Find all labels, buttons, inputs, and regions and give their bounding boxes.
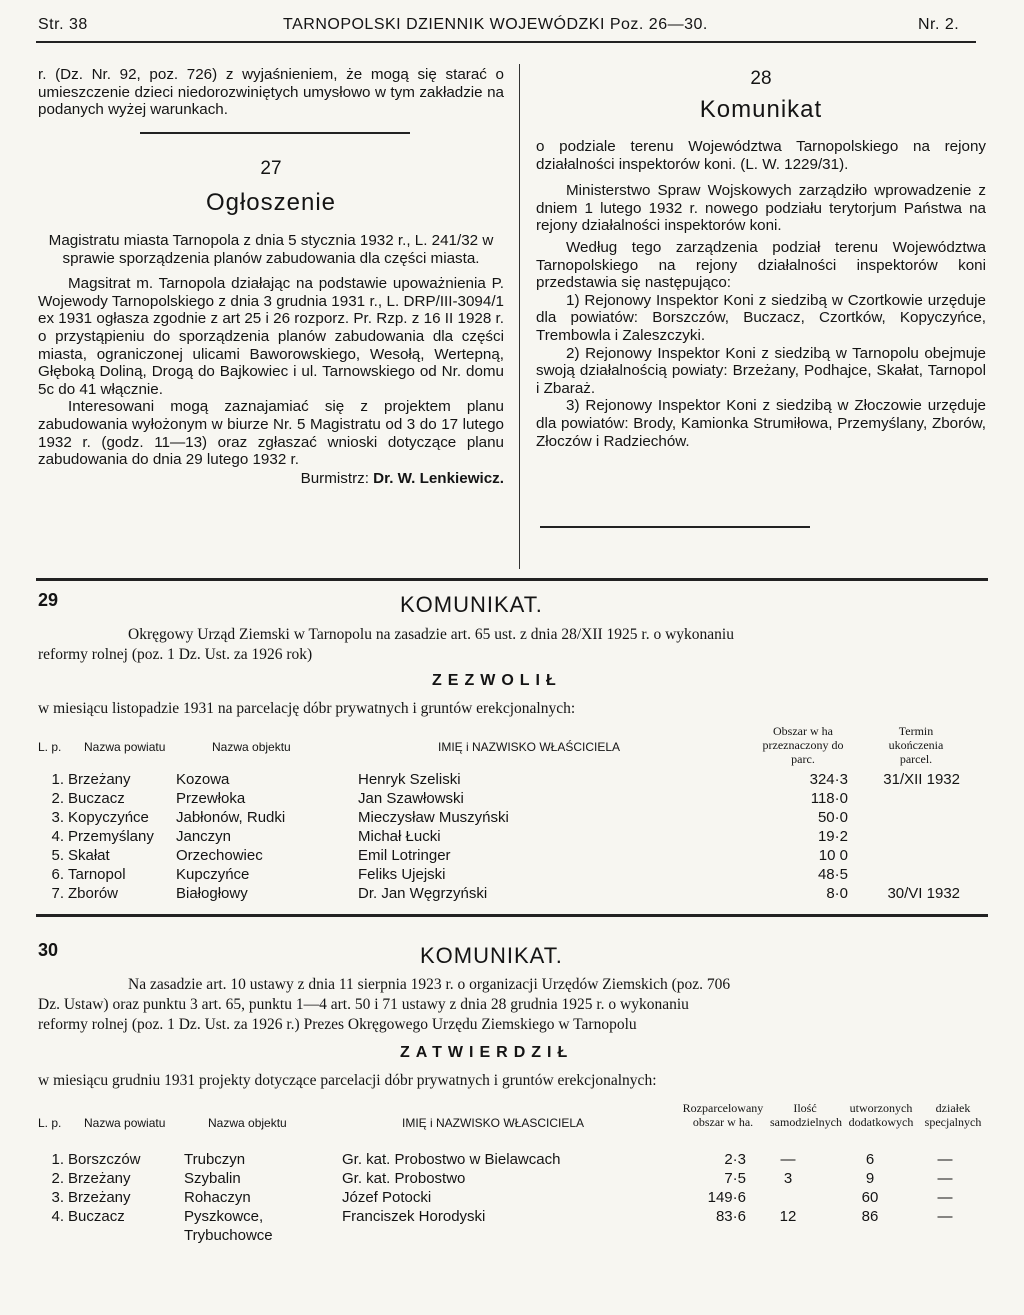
row-number: 2. [51,1170,64,1187]
signature-label: Burmistrz: [300,469,369,487]
row-owner: Michał Łucki [358,828,441,845]
row-owner: Jan Szawłowski [358,790,464,807]
row-area: 83·6 [715,1208,746,1225]
signature-name: Dr. W. Lenkiewicz. [373,469,504,487]
row-owner: Gr. kat. Probostwo w Bielawcach [342,1151,561,1168]
section-title-30: KOMUNIKAT. [420,943,563,968]
row-area: 2·3 [724,1151,746,1168]
table-29-body [38,770,960,903]
row-number: 1. [51,771,64,788]
row-objekt: Orzechowiec [176,847,263,864]
table-row [38,1150,980,1169]
table-row [38,770,960,789]
sec29-line-1: Okręgowy Urząd Ziemski w Tarnopolu na zasadzie art. 65 ust. z dnia 28/XII 1925 r. o wykonaniu [128,626,734,643]
komunikat-paragraph-1: Ministerstwo Spraw Wojskowych zarządziło wprowadzenie z dniem 1 lutego 1932 r. nowego podziału terytorjum Państwa na rejony działalności inspektorów koni. [536,182,986,235]
row-objekt: Szybalin [184,1170,241,1187]
row-number: 3. [51,1189,64,1206]
t29-h-lp: L. p. [38,740,62,754]
komunikat-paragraph-3: 1) Rejonowy Inspektor Koni z siedzibą w Czortkowie urzęduje dla powiatów: Borszczów, Buczacz, Czortków, Kopyczyńce, Trembowla i Zaleszczyki. [536,291,986,344]
row-owner: Mieczysław Muszyński [358,809,509,826]
section-number-27: 27 [260,158,282,179]
t30-h-dz: działek specjalnych [924,1101,982,1129]
komunikat-paragraph-4: 2) Rejonowy Inspektor Koni z siedzibą w Tarnopolu obejmuje swoją działalnością powiaty: Brzeżany, Podhajce, Skałat, Tarnopol i Zbaraż. [536,344,986,397]
t29-h-area: Obszar w ha przeznaczony do parc. [762,724,844,766]
row-powiat: Skałat [68,847,110,864]
section-title-27: Ogłoszenie [205,189,337,216]
sec29-line-2: reformy rolnej (poz. 1 Dz. Ust. za 1926 rok) [38,646,313,663]
row-objekt: Jabłonów, Rudki [176,809,286,826]
row-number: 5. [51,847,64,864]
row-powiat: Kopyczyńce [68,809,149,826]
section-number-29: 29 [38,590,59,610]
section-number-28: 28 [750,68,772,89]
section-title-29: KOMUNIKAT. [400,592,543,617]
row-owner: Józef Potocki [342,1189,432,1206]
table-row [38,884,960,903]
t29-h-term: Termin ukończenia parcel. [888,724,944,766]
row-area: 7·5 [724,1170,746,1187]
t30-h-objekt: Nazwa objektu [208,1116,287,1130]
table-30-body [38,1150,980,1245]
row-objekt: Kupczyńce [176,866,250,883]
table-row [38,846,960,865]
row-area: 149·6 [707,1189,746,1206]
row-powiat: Przemyślany [68,828,154,845]
row-area: 8·0 [826,885,848,902]
row-objekt: Białogłowy [176,885,248,902]
table-29 [38,770,960,903]
row-area: 19·2 [817,828,848,845]
table-row [38,827,960,846]
separator-rule [140,132,410,134]
row-number: 4. [51,1208,64,1225]
row-term [848,827,960,846]
row-term [848,846,960,865]
table-row [38,789,960,808]
row-term [848,808,960,827]
row-samodzielne: 12 [779,1208,797,1225]
row-term [848,789,960,808]
t30-h-area: Rozparcelowany obszar w ha. [682,1101,764,1129]
separator-rule-right [540,526,810,528]
sec29-verb: ZEZWOLIŁ [432,672,562,689]
row-specjalne: — [937,1170,953,1187]
section-rule-30 [36,914,988,917]
t29-h-objekt: Nazwa objektu [212,740,291,754]
komunikat-paragraph-5: 3) Rejonowy Inspektor Koni z siedzibą w Złoczowie urzęduje dla powiatów: Brody, Kamionka Strumiłowa, Przemyślany, Zborów, Złoczów i Radziechów. [536,397,986,450]
row-samodzielne: 3 [783,1170,793,1187]
t30-h-lp: L. p. [38,1116,62,1130]
row-objekt: Rohaczyn [184,1189,251,1206]
section-rule-29 [36,578,988,581]
row-owner: Feliks Ujejski [358,866,446,883]
t29-h-powiat: Nazwa powiatu [84,740,166,754]
row-dodatkowe: 86 [861,1208,879,1225]
row-powiat: Brzeżany [68,1189,131,1206]
row-powiat: Brzeżany [68,771,131,788]
section-number-30: 30 [38,940,59,960]
row-specjalne: — [937,1189,953,1206]
row-area: 50·0 [817,809,848,826]
row-area: 324·3 [809,771,848,788]
row-powiat: Brzeżany [68,1170,131,1187]
t29-h-owner: IMIĘ i NAZWISKO WŁAŚCICIELA [438,740,621,754]
row-number: 2. [51,790,64,807]
sec30-line-1: Na zasadzie art. 10 ustawy z dnia 11 sierpnia 1923 r. o organizacji Urzędów Ziemskich (poz. 706 [128,976,731,993]
row-number: 1. [51,1151,64,1168]
table-30 [38,1150,980,1245]
journal-title: TARNOPOLSKI DZIENNIK WOJEWÓDZKI Poz. 26—30. [283,16,708,33]
sec30-line-3: reformy rolnej (poz. 1 Dz. Ust. za 1926 r.) Prezes Okręgowego Urzędu Ziemskiego w Tarnopolu [38,1016,637,1033]
row-term: 30/VI 1932 [887,885,960,902]
row-powiat: Tarnopol [68,866,126,883]
left-body [38,232,504,487]
right-body [536,138,986,450]
row-samodzielne: — [780,1151,796,1168]
row-owner: Emil Lotringer [358,847,451,864]
row-objekt: Kozowa [176,771,230,788]
row-number: 7. [51,885,64,902]
row-powiat: Borszczów [68,1151,141,1168]
row-owner: Franciszek Horodyski [342,1208,486,1225]
table-row [38,865,960,884]
row-area: 48·5 [817,866,848,883]
row-powiat: Zborów [68,885,119,902]
komunikat-subtitle: o podziale terenu Województwa Tarnopolskiego na rejony działalności inspektorów koni. (L. W. 1229/31). [536,138,986,173]
t30-h-dod: utworzonych dodatkowych [848,1101,914,1129]
table-row [38,1169,980,1188]
t30-h-powiat: Nazwa powiatu [84,1116,166,1130]
row-dodatkowe: 60 [861,1189,879,1206]
row-dodatkowe: 9 [865,1170,875,1187]
row-specjalne: — [937,1208,953,1225]
row-powiat: Buczacz [68,790,125,807]
row-specjalne: — [937,1151,953,1168]
table-row [38,1188,980,1207]
komunikat-paragraph-2: Według tego zarządzenia podział terenu Województwa Tarnopolskiego na rejony działalności inspektorów koni przedstawia się następująco: [536,238,986,292]
row-owner: Dr. Jan Węgrzyński [358,885,488,902]
row-powiat: Buczacz [68,1208,125,1225]
row-owner: Henryk Szeliski [358,771,461,788]
table-row [38,1207,980,1245]
row-number: 3. [51,809,64,826]
sec30-line-2: Dz. Ustaw) oraz punktu 3 art. 65, punktu 1—4 art. 50 i 71 ustawy z dnia 28 grudnia 1925 r. o wykonaniu [38,996,689,1013]
ogloszenie-subtitle: Magistratu miasta Tarnopola z dnia 5 stycznia 1932 r., L. 241/32 w sprawie sporządzenia planów zabudowania dla części miasta. [48,232,494,267]
row-objekt: Przewłoka [176,790,246,807]
page-number: Str. 38 [38,16,88,33]
table-row [38,808,960,827]
sec30-line-4: w miesiącu grudniu 1931 projekty dotyczące parcelacji dóbr prywatnych i gruntów erekcjonalnych: [38,1072,657,1089]
issue-number: Nr. 2. [918,16,960,33]
row-objekt: Trubczyn [184,1151,246,1168]
row-number: 4. [51,828,64,845]
t30-h-samo: Ilość samodzielnych [770,1101,842,1129]
row-samodzielne [746,1188,830,1207]
row-area: 10 0 [818,847,848,864]
header-rule [36,41,976,43]
ogloszenie-paragraph-2: Interesowani mogą zaznajamiać się z projektem planu zabudowania wyłożonym w biurze Nr. 5 Magistratu od 3 do 17 lutego 1932 r. (godz. 11—13) oraz zgłaszać wnioski dotyczące planu zabudowania do dnia 29 lutego 1932 r. [38,398,504,469]
section-title-28: Komunikat [699,96,823,123]
ogloszenie-paragraph-1: Magsitrat m. Tarnopola działając na podstawie upoważnienia P. Wojewody Tarnopolskiego z dnia 3 grudnia 1931 r., L. DRP/III-3094/1 ex 1931 ogłasza zgodnie z art 25 i 26 rozporz. Pr. Rzp. z 16 II 1928 r. o przystąpieniu do sporządzenia planów zabudowania dla części miasta, ograniczonej ulicami Baworowskiego, Wesołą, Wertepną, Głęboką Doliną, Drogą do Bajkowiec i ul. Tarnowskiego od Nr. domu 5c do 41 włącznie. [38,275,504,398]
sec29-line-3: w miesiącu listopadzie 1931 na parcelację dóbr prywatnych i gruntów erekcjonalnych: [38,700,576,717]
row-term [848,865,960,884]
row-number: 6. [51,866,64,883]
row-objekt: Janczyn [176,828,232,845]
column-divider [519,64,520,569]
row-owner: Gr. kat. Probostwo [342,1170,466,1187]
intro-paragraph: r. (Dz. Nr. 92, poz. 726) z wyjaśnieniem, że mogą się starać o umieszczenie dzieci niedorozwiniętych umysłowo w tym zakładzie na podanych wyżej warunkach. [38,66,504,119]
left-column [38,66,504,119]
t30-h-owner: IMIĘ i NAZWISKO WŁASCICIELA [402,1116,585,1130]
row-objekt: Pyszkowce, Trybuchowce [184,1208,273,1244]
row-dodatkowe: 6 [865,1151,875,1168]
sec30-verb: ZATWIERDZIŁ [400,1044,574,1061]
signature [38,470,504,488]
row-term: 31/XII 1932 [883,771,960,788]
row-area: 118·0 [810,790,848,807]
